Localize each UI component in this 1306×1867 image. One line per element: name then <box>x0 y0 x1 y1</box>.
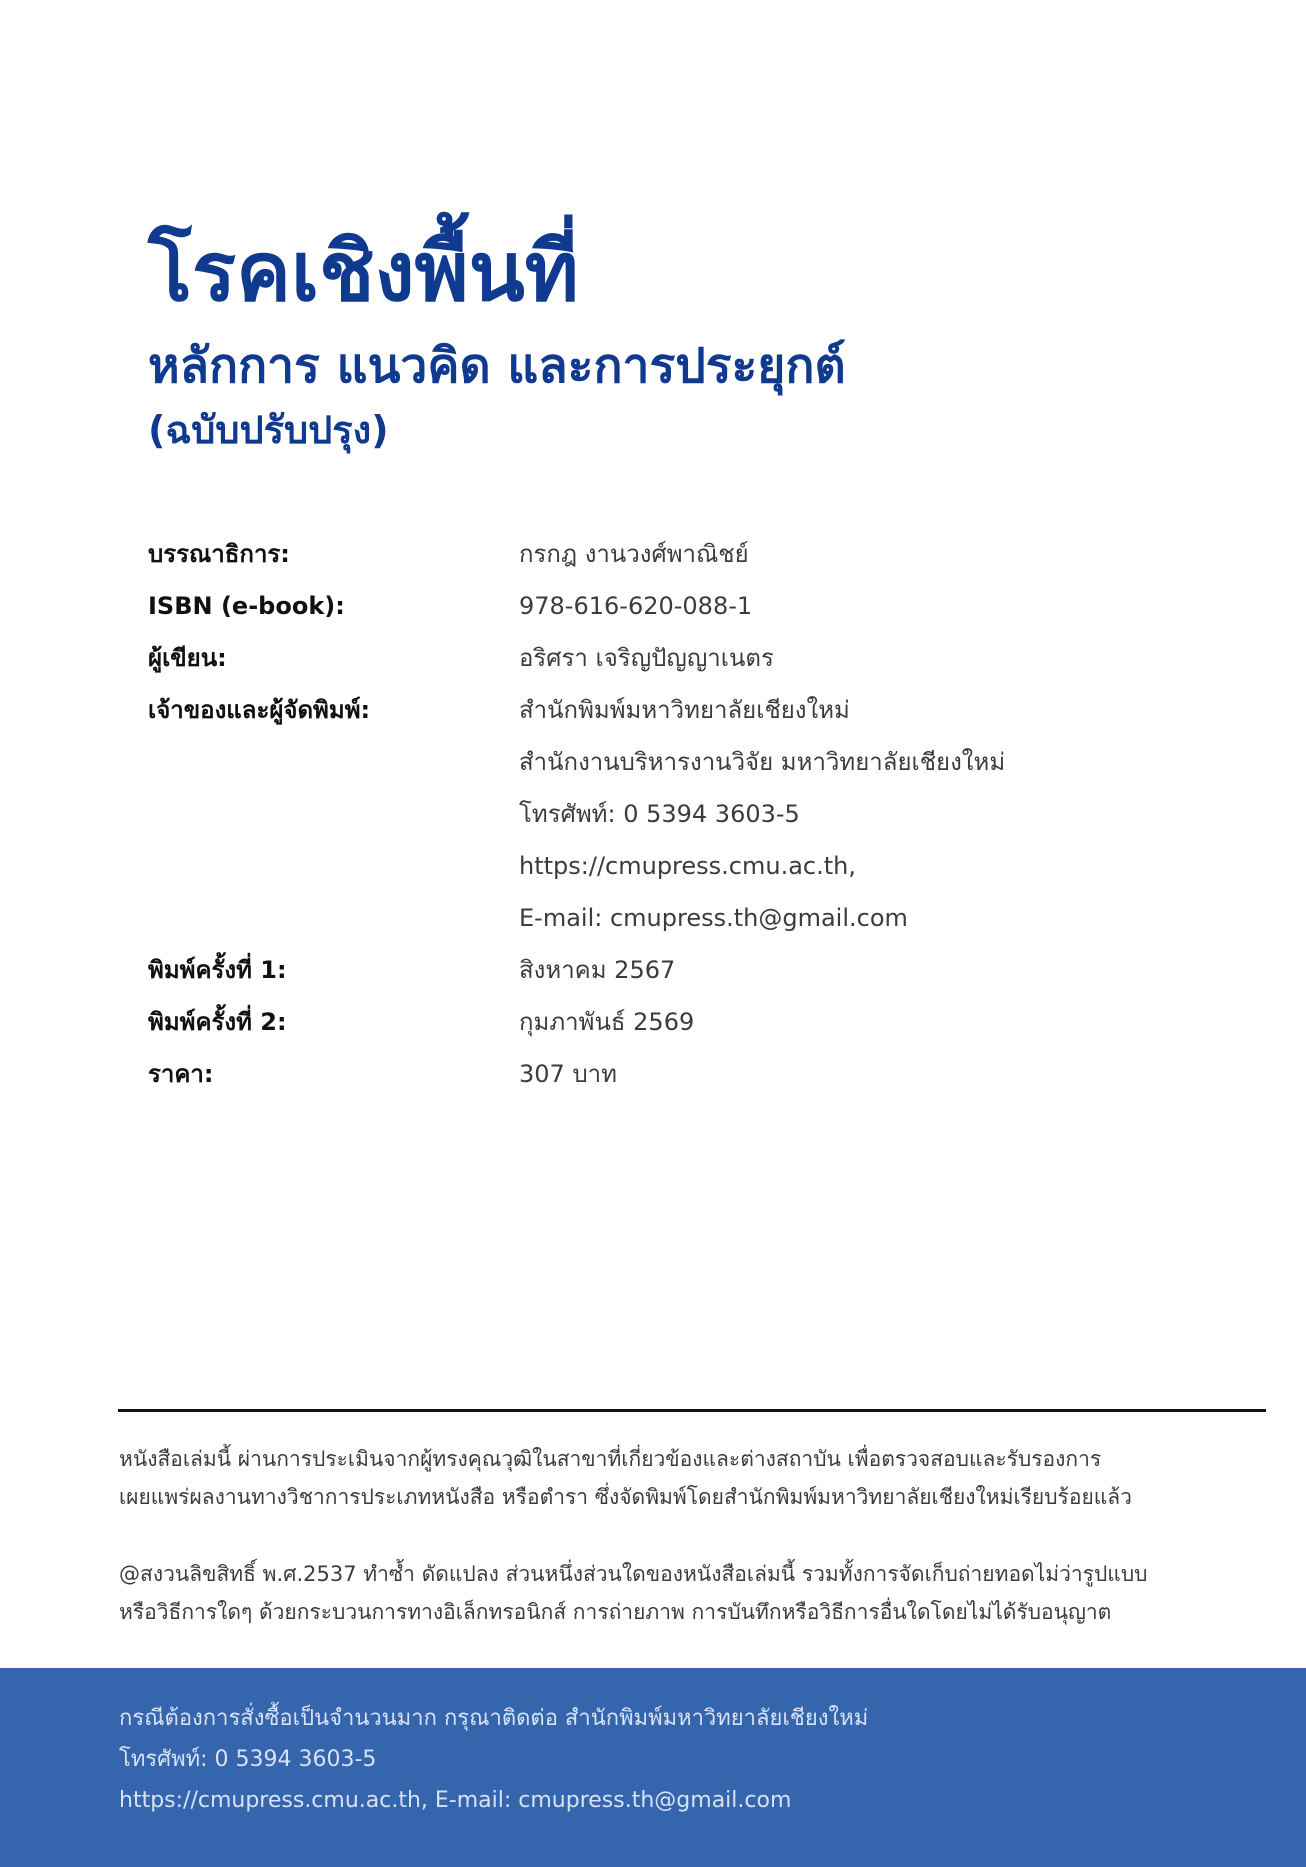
info-row-isbn <box>148 580 1148 632</box>
info-row-publisher-website <box>148 840 1148 892</box>
book-subtitle: หลักการ แนวคิด และการประยุกต์ <box>148 338 846 394</box>
order-contact-footer <box>0 1668 1306 1867</box>
price-label: ราคา: <box>148 1060 214 1088</box>
editor-label: บรรณาธิการ: <box>148 540 290 568</box>
info-row-print1 <box>148 944 1148 996</box>
isbn-value: 978-616-620-088-1 <box>519 592 753 620</box>
book-title-block <box>148 218 846 456</box>
copyright-notice-line: หรือวิธีการใดๆ ด้วยกระบวนการทางอิเล็กทรอนิกส์ การถ่ายภาพ การบันทึกหรือวิธีการอื่นใดโดยไม่ได้รับอนุญาต <box>119 1600 1112 1624</box>
publisher-label: เจ้าของและผู้จัดพิมพ์: <box>148 696 371 724</box>
price-value: 307 บาท <box>519 1060 617 1088</box>
footer-phone-line: โทรศัพท์: 0 5394 3603-5 <box>119 1747 377 1772</box>
print1-value: สิงหาคม 2567 <box>519 956 676 984</box>
review-notice-line: เผยแพร่ผลงานทางวิชาการประเภทหนังสือ หรือตำรา ซึ่งจัดพิมพ์โดยสำนักพิมพ์มหาวิทยาลัยเชียงใหม่เรียบร้อยแล้ว <box>119 1485 1132 1509</box>
publisher-email: E-mail: cmupress.th@gmail.com <box>519 904 908 932</box>
publication-info <box>148 528 1148 1100</box>
print1-label: พิมพ์ครั้งที่ 1: <box>148 956 287 984</box>
publisher-office: สำนักงานบริหารงานวิจัย มหาวิทยาลัยเชียงใหม่ <box>519 748 1006 776</box>
info-row-publisher-office <box>148 736 1148 788</box>
book-edition: (ฉบับปรับปรุง) <box>148 408 389 452</box>
publisher-name: สำนักพิมพ์มหาวิทยาลัยเชียงใหม่ <box>519 696 850 724</box>
footer-web-line: https://cmupress.cmu.ac.th, E-mail: cmupress.th@gmail.com <box>119 1788 792 1813</box>
info-row-print2 <box>148 996 1148 1048</box>
isbn-label: ISBN (e-book): <box>148 592 345 620</box>
info-row-publisher <box>148 684 1148 736</box>
footer-text <box>119 1698 868 1821</box>
copyright-notice-line: @สงวนลิขสิทธิ์ พ.ศ.2537 ทำซ้ำ ดัดแปลง ส่วนหนึ่งส่วนใดของหนังสือเล่มนี้ รวมทั้งการจัดเก็บถ่ายทอดไม่ว่ารูปแบบ <box>119 1562 1148 1586</box>
info-row-price <box>148 1048 1148 1100</box>
print2-label: พิมพ์ครั้งที่ 2: <box>148 1008 287 1036</box>
info-row-publisher-phone <box>148 788 1148 840</box>
footer-order-line: กรณีต้องการสั่งซื้อเป็นจำนวนมาก กรุณาติดต่อ สำนักพิมพ์มหาวิทยาลัยเชียงใหม่ <box>119 1706 869 1731</box>
divider <box>118 1409 1266 1412</box>
review-notice-line: หนังสือเล่มนี้ ผ่านการประเมินจากผู้ทรงคุณวุฒิในสาขาที่เกี่ยวข้องและต่างสถาบัน เพื่อตรวจสอบและรับรองการ <box>119 1447 1102 1471</box>
publisher-phone: โทรศัพท์: 0 5394 3603-5 <box>519 800 800 828</box>
author-label: ผู้เขียน: <box>148 644 227 672</box>
info-row-author <box>148 632 1148 684</box>
publisher-website: https://cmupress.cmu.ac.th, <box>519 852 856 880</box>
book-title: โรคเชิงพื้นที่ <box>148 225 579 320</box>
info-row-publisher-email <box>148 892 1148 944</box>
review-notice <box>119 1440 1267 1516</box>
info-row-editor <box>148 528 1148 580</box>
print2-value: กุมภาพันธ์ 2569 <box>519 1008 695 1036</box>
copyright-notice <box>119 1555 1267 1631</box>
author-value: อริศรา เจริญปัญญาเนตร <box>519 644 774 672</box>
editor-value: กรกฎ งานวงศ์พาณิชย์ <box>519 540 749 568</box>
